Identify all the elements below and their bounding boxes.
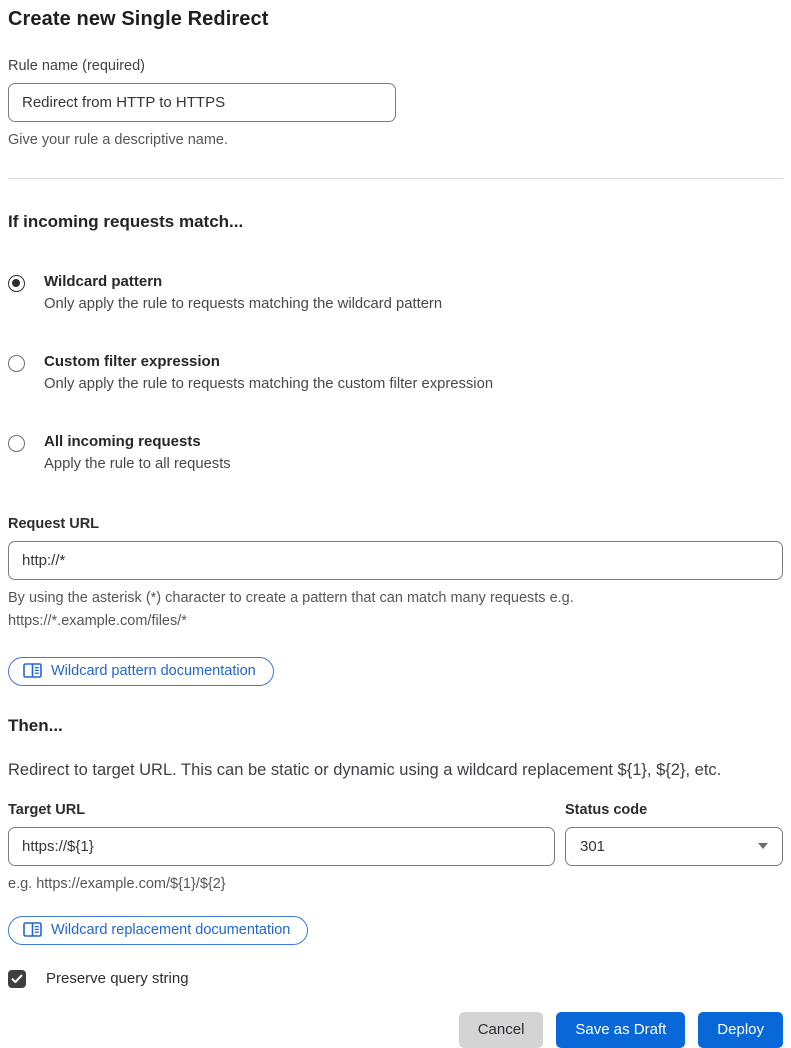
preserve-query-string-row[interactable] xyxy=(8,970,783,988)
save-as-draft-button[interactable]: Save as Draft xyxy=(556,1012,685,1048)
target-url-input[interactable] xyxy=(8,827,555,866)
request-url-helper-line2: https://*.example.com/files/* xyxy=(8,613,187,630)
open-book-icon xyxy=(23,922,42,937)
checkbox-checked-icon[interactable] xyxy=(8,970,26,988)
radio-label: Wildcard pattern xyxy=(44,273,163,291)
chevron-down-icon xyxy=(758,843,768,849)
deploy-button[interactable]: Deploy xyxy=(698,1012,783,1048)
target-url-column xyxy=(8,802,555,896)
rule-name-label: Rule name (required) xyxy=(8,58,146,74)
status-code-label: Status code xyxy=(565,801,648,818)
rule-name-helper: Give your rule a descriptive name. xyxy=(8,132,229,148)
radio-unselected-icon[interactable] xyxy=(8,355,25,372)
then-description: Redirect to target URL. This can be static or dynamic using a wildcard replacement ${1}, ${2}, etc. xyxy=(8,760,722,779)
wildcard-replacement-docs-label: Wildcard replacement documentation xyxy=(51,921,291,938)
section-divider xyxy=(8,178,783,179)
rule-name-input[interactable] xyxy=(8,83,396,122)
target-status-row xyxy=(8,802,783,896)
then-section-heading: Then... xyxy=(8,715,63,735)
page-title: Create new Single Redirect xyxy=(8,8,269,30)
status-code-value: 301 xyxy=(580,837,606,855)
status-code-column xyxy=(565,802,783,866)
radio-description: Only apply the rule to requests matching the custom filter expression xyxy=(44,376,494,393)
request-url-helper xyxy=(8,587,783,633)
radio-selected-icon[interactable] xyxy=(8,275,25,292)
cancel-button[interactable]: Cancel xyxy=(459,1012,544,1048)
target-url-label: Target URL xyxy=(8,801,86,818)
preserve-query-string-label: Preserve query string xyxy=(46,970,189,988)
target-url-helper: e.g. https://example.com/${1}/${2} xyxy=(8,875,226,892)
request-url-helper-line1: By using the asterisk (*) character to create a pattern that can match many requests e.g. xyxy=(8,590,574,607)
radio-unselected-icon[interactable] xyxy=(8,435,25,452)
wildcard-pattern-docs-button[interactable] xyxy=(8,657,274,686)
radio-description: Apply the rule to all requests xyxy=(44,456,231,473)
open-book-icon xyxy=(23,663,42,678)
radio-description: Only apply the rule to requests matching the wildcard pattern xyxy=(44,296,443,313)
footer-actions xyxy=(8,1012,783,1048)
match-type-radio-group xyxy=(8,273,783,472)
radio-option-custom-filter[interactable] xyxy=(8,353,783,392)
wildcard-replacement-docs-button[interactable] xyxy=(8,916,308,945)
radio-option-wildcard-pattern[interactable] xyxy=(8,273,783,312)
radio-label: All incoming requests xyxy=(44,433,201,451)
request-url-label: Request URL xyxy=(8,516,100,533)
wildcard-pattern-docs-label: Wildcard pattern documentation xyxy=(51,662,256,679)
request-url-input[interactable] xyxy=(8,541,783,580)
match-section-heading: If incoming requests match... xyxy=(8,212,244,232)
radio-option-all-requests[interactable] xyxy=(8,433,783,472)
radio-label: Custom filter expression xyxy=(44,353,220,371)
status-code-select[interactable] xyxy=(565,827,783,866)
